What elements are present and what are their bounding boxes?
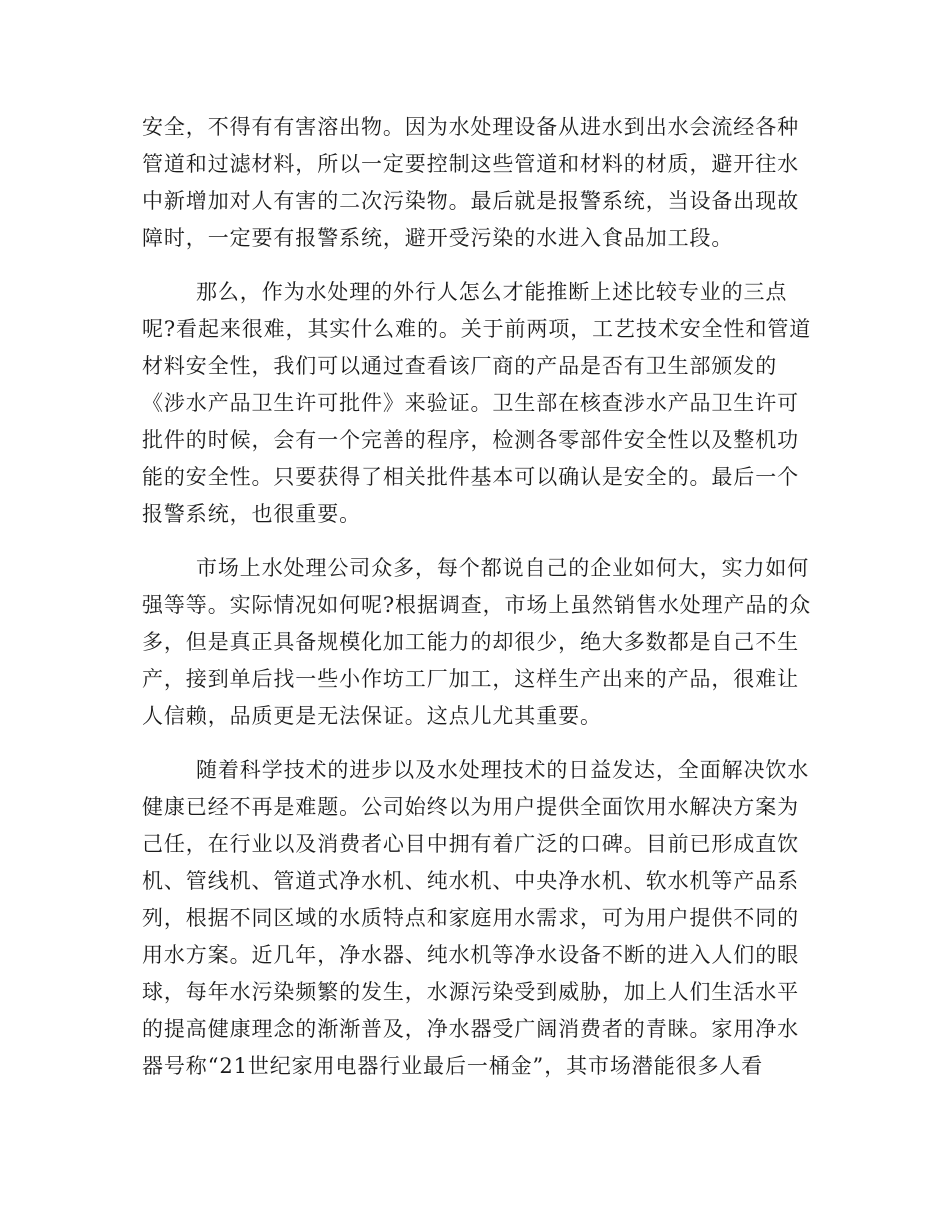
text-line: 球，每年水污染频繁的发生，水源污染受到威胁，加上人们生活水平 <box>142 980 799 1004</box>
text-line: 强等等。实际情况如何呢?根据调查，市场上虽然销售水处理产品的众 <box>142 593 812 617</box>
paragraph-4 <box>142 752 812 1085</box>
text-line: 器号称“21世纪家用电器行业最后一桶金”，其市场潜能很多人看 <box>142 1054 764 1078</box>
text-line: 能的安全性。只要获得了相关批件基本可以确认是安全的。最后一个 <box>142 465 799 489</box>
text-line: 的提高健康理念的渐渐普及，净水器受广阔消费者的青睐。家用净水 <box>142 1017 799 1041</box>
text-line: 材料安全性，我们可以通过查看该厂商的产品是否有卫生部颁发的 <box>142 354 778 378</box>
text-line: 产，接到单后找一些小作坊工厂加工，这样生产出来的产品，很难让 <box>142 667 799 691</box>
text-line: 列，根据不同区域的水质特点和家庭用水需求，可为用户提供不同的 <box>142 906 799 930</box>
paragraph-3 <box>142 550 812 735</box>
text-line: 障时，一定要有报警系统，避开受污染的水进入食品加工段。 <box>142 226 734 250</box>
text-line: 管道和过滤材料，所以一定要控制这些管道和材料的材质，避开往水 <box>142 152 799 176</box>
text-line: 批件的时候，会有一个完善的程序，检测各零部件安全性以及整机功 <box>142 428 799 452</box>
text-line: 《涉水产品卫生许可批件》来验证。卫生部在核查涉水产品卫生许可 <box>142 391 799 415</box>
text-line: 用水方案。近几年，净水器、纯水机等净水设备不断的进入人们的眼 <box>142 943 799 967</box>
text-line: 健康已经不再是难题。公司始终以为用户提供全面饮用水解决方案为 <box>142 795 799 819</box>
text-line: 市场上水处理公司众多，每个都说自己的企业如何大，实力如何 <box>196 556 810 580</box>
paragraph-1 <box>142 109 812 257</box>
text-line: 随着科学技术的进步以及水处理技术的日益发达，全面解决饮水 <box>196 758 810 782</box>
text-line: 中新增加对人有害的二次污染物。最后就是报警系统，当设备出现故 <box>142 189 799 213</box>
paragraph-2 <box>142 274 812 533</box>
text-line: 呢?看起来很难，其实什么难的。关于前两项，工艺技术安全性和管道 <box>142 317 812 341</box>
text-line: 机、管线机、管道式净水机、纯水机、中央净水机、软水机等产品系 <box>142 869 799 893</box>
text-line: 安全，不得有有害溶出物。因为水处理设备从进水到出水会流经各种 <box>142 115 799 139</box>
text-line: 报警系统，也很重要。 <box>142 502 361 526</box>
text-line: 多，但是真正具备规模化加工能力的却很少，绝大多数都是自己不生 <box>142 630 799 654</box>
text-line: 己任，在行业以及消费者心目中拥有着广泛的口碑。目前已形成直饮 <box>142 832 799 856</box>
document-body <box>142 109 812 1102</box>
text-line: 那么，作为水处理的外行人怎么才能推断上述比较专业的三点 <box>196 280 788 304</box>
text-line: 人信赖，品质更是无法保证。这点儿尤其重要。 <box>142 704 602 728</box>
